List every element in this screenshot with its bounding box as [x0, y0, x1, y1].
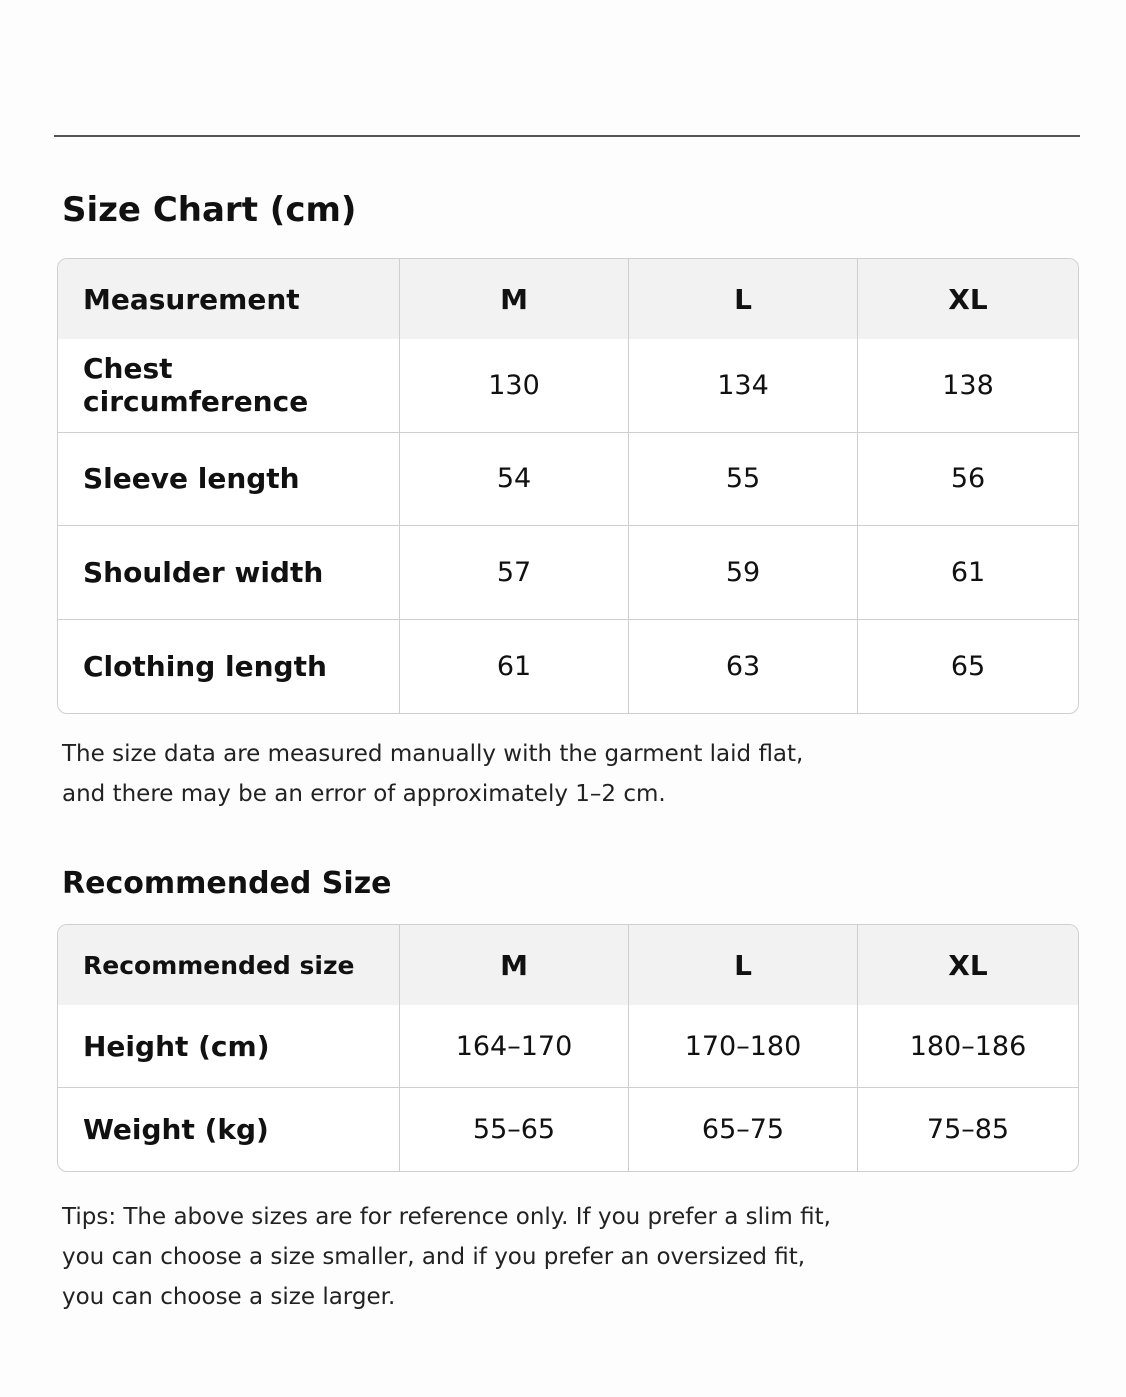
cell-value: 55 [629, 433, 858, 527]
tip-line: Tips: The above sizes are for reference only. If you prefer a slim fit, [62, 1204, 831, 1230]
row-label: Chest circumference [58, 339, 400, 433]
cell-value: 61 [400, 620, 629, 714]
cell-value: 170–180 [629, 1005, 858, 1088]
size-chart-title: Size Chart (cm) [62, 190, 357, 230]
top-divider [54, 135, 1080, 137]
table-header-row [58, 925, 1078, 1005]
table-row [58, 1088, 1078, 1171]
cell-value: 59 [629, 526, 858, 620]
cell-value: 61 [858, 526, 1078, 620]
cell-value: 65–75 [629, 1088, 858, 1171]
row-label: Height (cm) [58, 1005, 400, 1088]
note-line: and there may be an error of approximately 1–2 cm. [62, 781, 666, 807]
cell-value: 54 [400, 433, 629, 527]
recommended-size-title: Recommended Size [62, 866, 392, 901]
cell-value: 164–170 [400, 1005, 629, 1088]
header-measurement: Measurement [58, 259, 400, 339]
cell-value: 63 [629, 620, 858, 714]
table-row [58, 526, 1078, 620]
table-row [58, 433, 1078, 527]
cell-value: 134 [629, 339, 858, 433]
cell-value: 180–186 [858, 1005, 1078, 1088]
header-recommended-size: Recommended size [58, 925, 400, 1005]
table-header-row [58, 259, 1078, 339]
table-row [58, 339, 1078, 433]
cell-value: 55–65 [400, 1088, 629, 1171]
fit-tips [62, 1197, 831, 1317]
row-label: Shoulder width [58, 526, 400, 620]
cell-value: 130 [400, 339, 629, 433]
recommended-size-table [57, 924, 1079, 1172]
tip-line: you can choose a size larger. [62, 1284, 396, 1310]
cell-value: 75–85 [926, 1114, 1010, 1145]
note-line: The size data are measured manually with the garment laid flat, [62, 741, 804, 767]
cell-value: 57 [400, 526, 629, 620]
cell-value: 56 [858, 433, 1078, 527]
table-row [58, 620, 1078, 714]
header-size-l: L [629, 925, 858, 1005]
size-chart-table [57, 258, 1079, 714]
cell-value: 138 [858, 339, 1078, 433]
header-size-xl: XL [858, 259, 1078, 339]
tip-line: you can choose a size smaller, and if you prefer an oversized fit, [62, 1244, 806, 1270]
header-size-m: M [400, 259, 629, 339]
row-label: Sleeve length [58, 433, 400, 527]
table-row [58, 1005, 1078, 1088]
row-label: Weight (kg) [58, 1088, 400, 1171]
header-size-m: M [400, 925, 629, 1005]
row-label: Clothing length [58, 620, 400, 714]
header-size-xl: XL [858, 925, 1078, 1005]
cell-value: 65 [950, 650, 986, 682]
header-size-l: L [629, 259, 858, 339]
measurement-note [62, 734, 803, 814]
